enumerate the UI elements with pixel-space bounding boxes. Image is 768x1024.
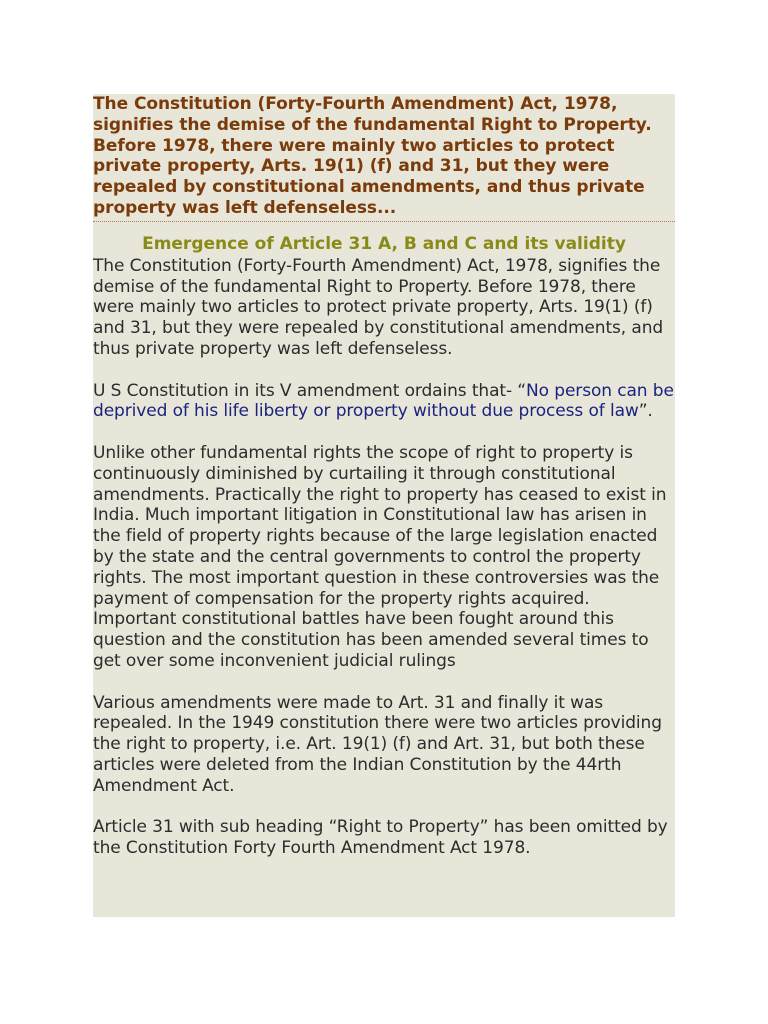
paragraph-2 <box>93 381 675 423</box>
paragraph-5: Article 31 with sub heading “Right to Property” has been omitted by the Constitution Forty Fourth Amendment Act 1978. <box>93 817 668 859</box>
fifth-amendment-quote: No person can be deprived of his life liberty or property without due process of law <box>93 380 674 422</box>
section-heading: Emergence of Article 31 A, B and C and its validity <box>142 233 626 254</box>
article-panel <box>93 94 675 917</box>
paragraph-4: Various amendments were made to Art. 31 and finally it was repealed. In the 1949 constitution there were two articles providing the right to property, i.e. Art. 19(1) (f) and Art. 31, but both these articles were deleted from the Indian Constitution by the 44rth Amendment Act. <box>93 692 662 796</box>
intro-summary: The Constitution (Forty-Fourth Amendment) Act, 1978, signifies the demise of the fundamental Right to Property. Before 1978, there were mainly two articles to protect private property, Arts. 19(1) (f) and 31, but they were repealed by constitutional amendments, and thus private property was left defenseless... <box>93 94 675 222</box>
paragraph-2-tail: ”. <box>638 401 653 422</box>
paragraph-2-lead: U S Constitution in its V amendment ordains that- “ <box>93 380 527 401</box>
paragraph-1: The Constitution (Forty-Fourth Amendment) Act, 1978, signifies the demise of the fundamental Right to Property. Before 1978, there were mainly two articles to protect private property, Arts. 19(1) (f) and 31, but they were repealed by constitutional amendments, and thus private property was left defenseless. <box>93 255 664 359</box>
paragraph-3: Unlike other fundamental rights the scope of right to property is continuously diminished by curtailing it through constitutional amendments. Practically the right to property has ceased to exist in India. Much important litigation in Constitutional law has arisen in the field of property rights because of the large legislation enacted by the state and the central governments to control the property rights. The most important question in these controversies was the payment of compensation for the property rights acquired. Important constitutional battles have been fought around this question and the constitution has been amended several times to get over some inconvenient judicial rulings <box>93 442 667 671</box>
